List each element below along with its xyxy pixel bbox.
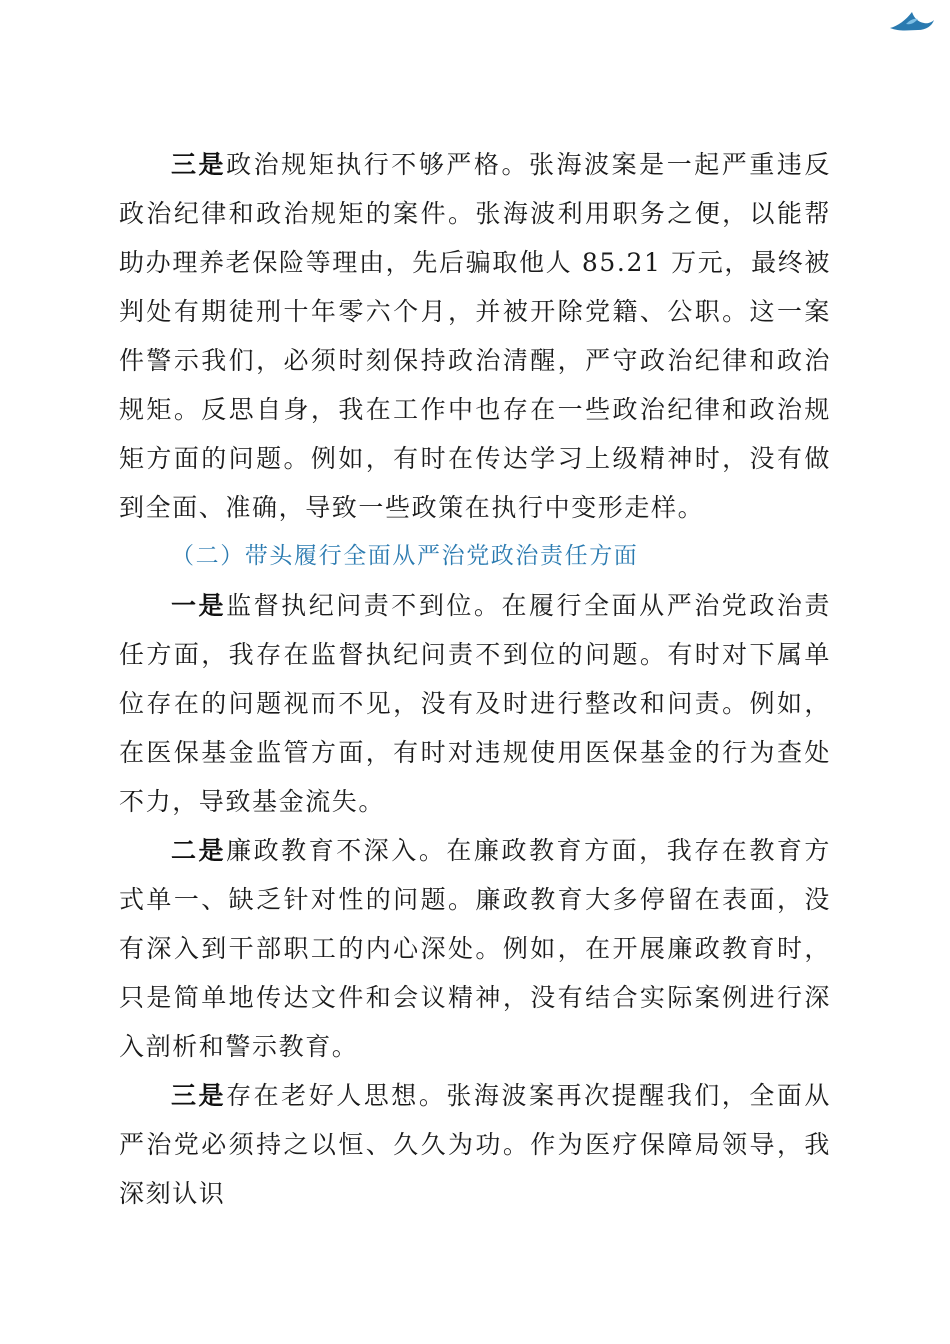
paragraph-integrity-education <box>119 826 831 1071</box>
paragraph-lead: 一是 <box>171 591 227 620</box>
paragraph-lead: 二是 <box>171 836 227 865</box>
paragraph-lead: 三是 <box>171 1081 227 1110</box>
paragraph-nice-guy-mindset <box>119 1071 831 1218</box>
paragraph-lead: 三是 <box>171 150 227 179</box>
paragraph-supervision <box>119 581 831 826</box>
bird-logo-icon <box>888 8 936 34</box>
section-heading: （二）带头履行全面从严治党政治责任方面 <box>171 543 639 569</box>
paragraph-text: 监督执纪问责不到位。在履行全面从严治党政治责任方面，我存在监督执纪问责不到位的问题。有时对下属单位存在的问题视而不见，没有及时进行整改和问责。例如，在医保基金监管方面，有时对违规使用医保基金的行为查处不力，导致基金流失。 <box>119 591 831 816</box>
paragraph-text: 廉政教育不深入。在廉政教育方面，我存在教育方式单一、缺乏针对性的问题。廉政教育大多停留在表面，没有深入到干部职工的内心深处。例如，在开展廉政教育时，只是简单地传达文件和会议精神，没有结合实际案例进行深入剖析和警示教育。 <box>119 836 831 1061</box>
document-body <box>119 140 831 1218</box>
paragraph-text: 政治规矩执行不够严格。张海波案是一起严重违反政治纪律和政治规矩的案件。张海波利用职务之便，以能帮助办理养老保险等理由，先后骗取他人 85.21 万元，最终被判处有期徒刑十年零六个月，并被开除党籍、公职。这一案件警示我们，必须时刻保持政治清醒，严守政治纪律和政治规矩。反思自身，我在工作中也存在一些政治纪律和政治规矩方面的问题。例如，有时在传达学习上级精神时，没有做到全面、准确，导致一些政策在执行中变形走样。 <box>119 150 831 522</box>
paragraph-political-rules <box>119 140 831 532</box>
paragraph-text: 存在老好人思想。张海波案再次提醒我们，全面从严治党必须持之以恒、久久为功。作为医疗保障局领导，我深刻认识 <box>119 1081 831 1208</box>
